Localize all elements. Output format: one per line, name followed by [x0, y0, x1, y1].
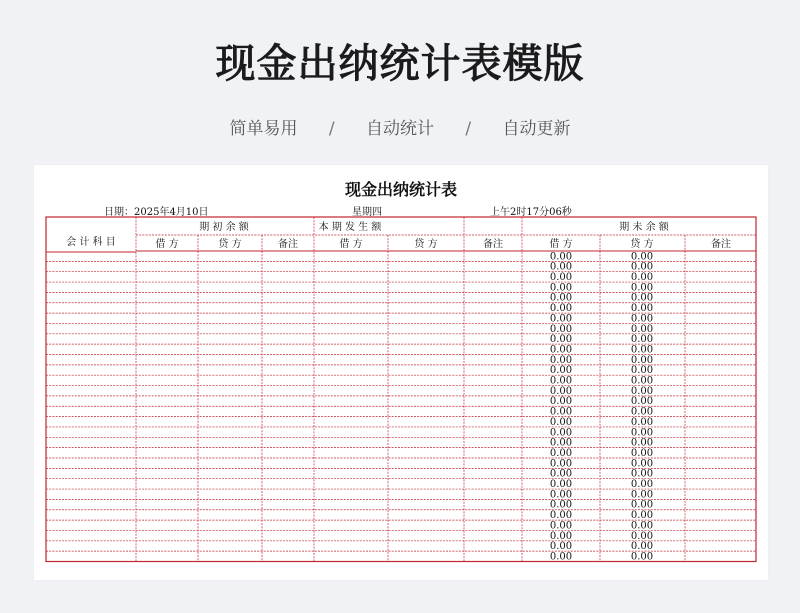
ending-debit-value: 0.00	[549, 334, 573, 346]
header-account: 会 计 科 目	[66, 237, 116, 248]
ending-debit-value: 0.00	[549, 489, 573, 501]
ending-debit-value: 0.00	[549, 458, 573, 470]
feature-separator: /	[465, 119, 472, 139]
header-remark: 备注	[711, 239, 731, 250]
ending-credit-value: 0.00	[630, 530, 654, 542]
weekday-value: 星期四	[352, 207, 382, 218]
header-credit: 贷 方	[218, 239, 242, 250]
date-value: 2025年4月10日	[134, 207, 209, 218]
header-ending-balance: 期 未 余 额	[619, 222, 669, 233]
feature-auto-stats: 自动统计	[366, 119, 434, 139]
feature-easy-to-use: 简单易用	[229, 119, 298, 139]
header-opening-balance: 期 初 余 额	[199, 222, 249, 233]
ending-debit-value: 0.00	[549, 551, 573, 563]
ending-credit-value: 0.00	[630, 303, 654, 315]
ending-debit-value: 0.00	[549, 365, 573, 377]
feature-list	[0, 114, 800, 139]
feature-auto-update: 自动更新	[502, 119, 571, 139]
ending-debit-value: 0.00	[549, 479, 573, 490]
ending-debit-value: 0.00	[549, 344, 573, 356]
ending-credit-value: 0.00	[630, 447, 654, 459]
cash-ledger-table	[34, 165, 768, 580]
ending-credit-value: 0.00	[630, 292, 654, 304]
header-current-period: 本 期 发 生 额	[318, 222, 382, 233]
ending-debit-value: 0.00	[549, 313, 573, 325]
ending-debit-value: 0.00	[549, 272, 573, 283]
header-debit: 借 方	[339, 239, 363, 250]
ending-credit-value: 0.00	[630, 468, 654, 480]
ending-debit-value: 0.00	[549, 385, 573, 397]
ending-debit-value: 0.00	[549, 303, 573, 315]
page-title: 现金出纳统计表模版	[215, 41, 585, 87]
ending-debit-value: 0.00	[549, 292, 573, 304]
ending-debit-value: 0.00	[549, 282, 573, 294]
ending-credit-value: 0.00	[630, 365, 654, 377]
ending-credit-value: 0.00	[630, 489, 654, 501]
ending-credit-value: 0.00	[630, 396, 654, 408]
ending-debit-value: 0.00	[549, 530, 573, 542]
ending-credit-value: 0.00	[630, 510, 654, 522]
ending-debit-value: 0.00	[549, 427, 573, 439]
ending-debit-value: 0.00	[549, 520, 573, 532]
ending-debit-value: 0.00	[549, 510, 573, 522]
ending-credit-value: 0.00	[630, 251, 654, 263]
date-label: 日期：	[104, 207, 134, 218]
sheet-title: 现金出纳统计表	[344, 180, 457, 199]
ending-credit-value: 0.00	[630, 551, 654, 563]
ending-debit-value: 0.00	[549, 261, 573, 273]
ending-debit-value: 0.00	[549, 251, 573, 263]
ending-debit-value: 0.00	[549, 323, 573, 335]
header-remark: 备注	[278, 239, 298, 250]
ending-debit-value: 0.00	[549, 416, 573, 428]
header-remark: 备注	[483, 239, 503, 250]
ending-debit-value: 0.00	[549, 354, 573, 366]
ending-credit-value: 0.00	[630, 385, 654, 397]
ending-credit-value: 0.00	[630, 323, 654, 335]
ending-credit-value: 0.00	[630, 541, 654, 553]
time-value: 上午2时17分06秒	[490, 207, 572, 218]
ending-credit-value: 0.00	[630, 479, 654, 490]
ending-credit-value: 0.00	[630, 261, 654, 273]
ending-credit-value: 0.00	[630, 416, 654, 428]
ending-credit-value: 0.00	[630, 344, 654, 356]
spreadsheet-preview	[34, 165, 768, 580]
ending-credit-value: 0.00	[630, 458, 654, 470]
ending-credit-value: 0.00	[630, 282, 654, 294]
ending-debit-value: 0.00	[549, 447, 573, 459]
ending-debit-value: 0.00	[549, 468, 573, 480]
ending-credit-value: 0.00	[630, 375, 654, 387]
ending-debit-value: 0.00	[549, 541, 573, 553]
header-debit: 借 方	[155, 239, 179, 250]
ending-credit-value: 0.00	[630, 406, 654, 418]
header-credit: 贷 方	[414, 239, 438, 250]
ending-debit-value: 0.00	[549, 437, 573, 449]
ending-credit-value: 0.00	[630, 437, 654, 449]
ending-credit-value: 0.00	[630, 354, 654, 366]
ending-credit-value: 0.00	[630, 313, 654, 325]
ending-debit-value: 0.00	[549, 499, 573, 511]
header-debit: 借 方	[549, 239, 573, 250]
ending-debit-value: 0.00	[549, 406, 573, 418]
ending-debit-value: 0.00	[549, 375, 573, 387]
ending-credit-value: 0.00	[630, 272, 654, 283]
ending-credit-value: 0.00	[630, 520, 654, 532]
feature-separator: /	[328, 119, 335, 139]
ending-credit-value: 0.00	[630, 334, 654, 346]
header-credit: 贷 方	[630, 239, 654, 250]
ending-credit-value: 0.00	[630, 427, 654, 439]
ending-debit-value: 0.00	[549, 396, 573, 408]
ending-credit-value: 0.00	[630, 499, 654, 511]
